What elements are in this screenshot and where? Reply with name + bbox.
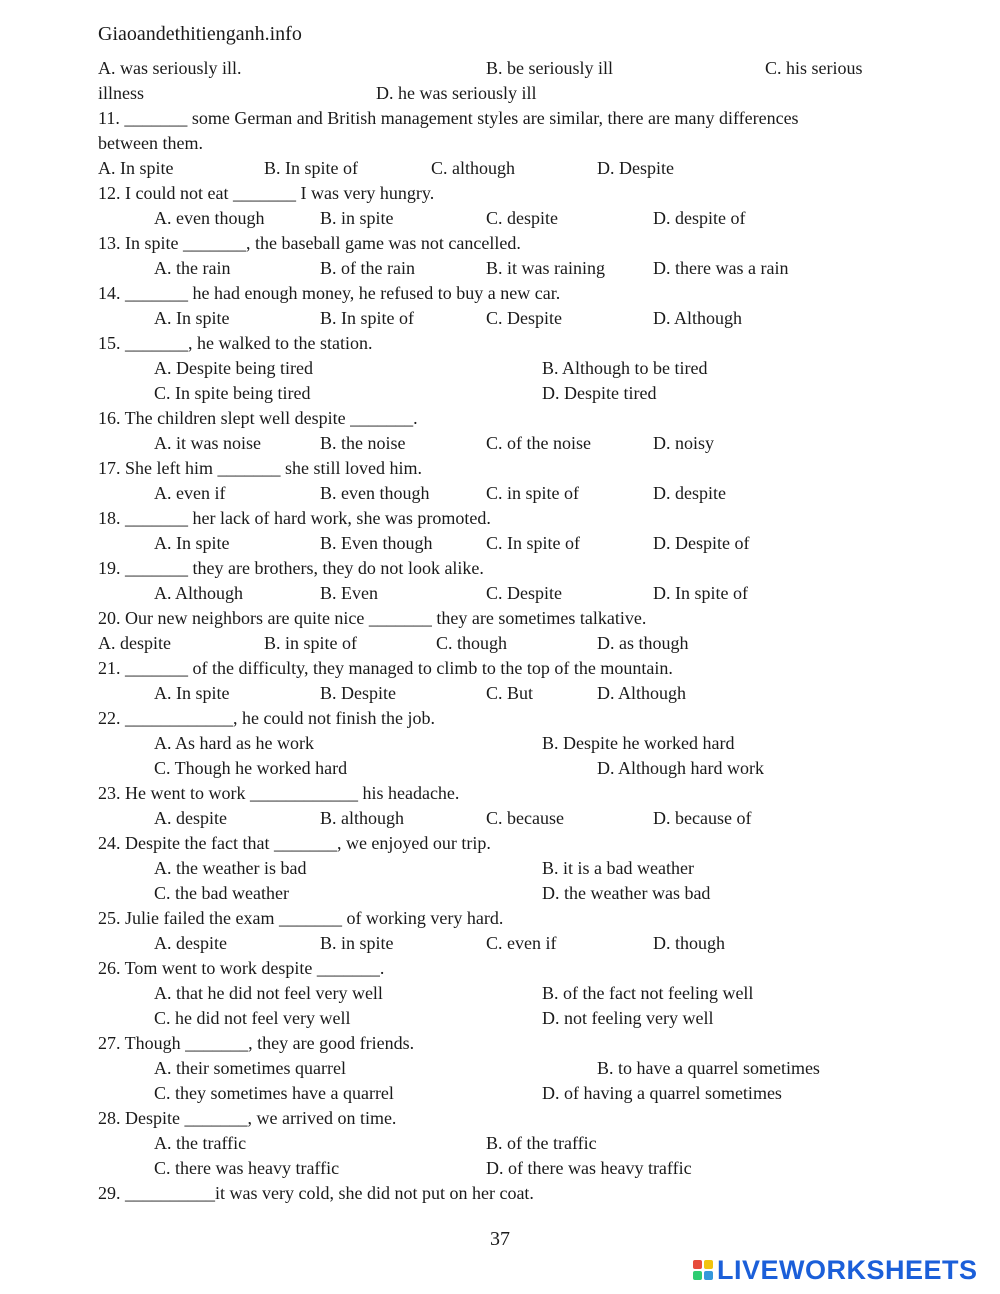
option: C. they sometimes have a quarrel (154, 1083, 394, 1103)
block-red (693, 1260, 702, 1269)
option: A. In spite (98, 158, 174, 178)
option: C. In spite being tired (154, 383, 311, 403)
question-text: 26. Tom went to work despite _______. (98, 958, 385, 978)
question-text: 15. _______, he walked to the station. (98, 333, 373, 353)
page-number: 37 (490, 1228, 510, 1250)
option: C. his serious (765, 58, 863, 78)
option: A. the rain (154, 258, 231, 278)
option: C. although (431, 158, 515, 178)
option: C. Despite (486, 583, 562, 603)
option: B. In spite of (320, 308, 414, 328)
option: A. the weather is bad (154, 858, 307, 878)
option: B. Even (320, 583, 378, 603)
question-text: 18. _______ her lack of hard work, she was promoted. (98, 508, 491, 528)
option: A. In spite (154, 683, 230, 703)
question-text: 21. _______ of the difficulty, they managed to climb to the top of the mountain. (98, 658, 673, 678)
option: A. their sometimes quarrel (154, 1058, 346, 1078)
option: D. as though (597, 633, 689, 653)
option: D. noisy (653, 433, 715, 453)
option: D. despite (653, 483, 726, 503)
option: C. though (436, 633, 508, 653)
option: A. Despite being tired (154, 358, 313, 378)
option: D. of having a quarrel sometimes (542, 1083, 782, 1103)
option: C. Though he worked hard (154, 758, 348, 778)
option: B. in spite (320, 933, 394, 953)
question-text: 25. Julie failed the exam _______ of working very hard. (98, 908, 504, 928)
option: B. it was raining (486, 258, 605, 278)
question-text: 12. I could not eat _______ I was very hungry. (98, 183, 435, 203)
option: A. even if (154, 483, 226, 503)
question-text: 11. _______ some German and British management styles are similar, there are many differences (98, 108, 799, 128)
option: C. even if (486, 933, 557, 953)
block-blue (704, 1271, 713, 1280)
question-text: between them. (98, 133, 203, 153)
question-text: 22. ____________, he could not finish the job. (98, 708, 435, 728)
question-text: 14. _______ he had enough money, he refused to buy a new car. (98, 283, 561, 303)
question-text: 23. He went to work ____________ his headache. (98, 783, 460, 803)
option: B. of the fact not feeling well (542, 983, 754, 1003)
option: A. that he did not feel very well (154, 983, 383, 1003)
option: C. despite (486, 208, 558, 228)
option: B. to have a quarrel sometimes (597, 1058, 820, 1078)
option: A. despite (154, 933, 227, 953)
option: B. Even though (320, 533, 433, 553)
option: A. As hard as he work (154, 733, 314, 753)
option: B. be seriously ill (486, 58, 613, 78)
liveworksheets-logo[interactable] (693, 1256, 978, 1284)
block-yellow (704, 1260, 713, 1269)
option: D. not feeling very well (542, 1008, 714, 1028)
option: D. because of (653, 808, 752, 828)
option: D. In spite of (653, 583, 748, 603)
question-text: 13. In spite _______, the baseball game was not cancelled. (98, 233, 521, 253)
option: B. although (320, 808, 404, 828)
option: B. In spite of (264, 158, 358, 178)
option: C. Despite (486, 308, 562, 328)
question-text: 27. Though _______, they are good friends. (98, 1033, 415, 1053)
site-header: Giaoandethitienganh.info (98, 23, 302, 45)
option: A. was seriously ill. (98, 58, 242, 78)
option: D. Although (653, 308, 743, 328)
option: B. it is a bad weather (542, 858, 694, 878)
option: A. it was noise (154, 433, 261, 453)
option: C. because (486, 808, 564, 828)
option: D. he was seriously ill (376, 83, 537, 103)
option: C. he did not feel very well (154, 1008, 351, 1028)
option: A. even though (154, 208, 265, 228)
question-text: 19. _______ they are brothers, they do not look alike. (98, 558, 484, 578)
option: D. there was a rain (653, 258, 789, 278)
option: C. in spite of (486, 483, 579, 503)
option: A. In spite (154, 533, 230, 553)
option: B. in spite (320, 208, 394, 228)
option: B. Despite he worked hard (542, 733, 735, 753)
option: A. despite (154, 808, 227, 828)
question-text: 29. __________it was very cold, she did not put on her coat. (98, 1183, 534, 1203)
question-text: 16. The children slept well despite _______. (98, 408, 418, 428)
option: A. despite (98, 633, 171, 653)
option: D. Although hard work (597, 758, 764, 778)
option: B. of the traffic (486, 1133, 597, 1153)
option: B. Despite (320, 683, 396, 703)
option: C. of the noise (486, 433, 591, 453)
option: A. In spite (154, 308, 230, 328)
option: C. there was heavy traffic (154, 1158, 340, 1178)
question-text: 20. Our new neighbors are quite nice _______ they are sometimes talkative. (98, 608, 647, 628)
option: B. in spite of (264, 633, 357, 653)
option: B. even though (320, 483, 430, 503)
option: C. But (486, 683, 534, 703)
option: A. Although (154, 583, 244, 603)
question-text: 17. She left him _______ she still loved him. (98, 458, 422, 478)
option: D. Although (597, 683, 687, 703)
option: D. Despite of (653, 533, 750, 553)
option: A. the traffic (154, 1133, 247, 1153)
option: D. Despite (597, 158, 674, 178)
option: D. despite of (653, 208, 746, 228)
option: C. In spite of (486, 533, 580, 553)
option: B. the noise (320, 433, 406, 453)
option: C. the bad weather (154, 883, 289, 903)
option: B. of the rain (320, 258, 415, 278)
brand-name: LIVEWORKSHEETS (717, 1254, 978, 1285)
option: B. Although to be tired (542, 358, 708, 378)
option: D. of there was heavy traffic (486, 1158, 692, 1178)
option: D. the weather was bad (542, 883, 711, 903)
option: D. Despite tired (542, 383, 657, 403)
option: D. though (653, 933, 725, 953)
block-green (693, 1271, 702, 1280)
blocks-icon (693, 1260, 713, 1280)
question-text: 24. Despite the fact that _______, we enjoyed our trip. (98, 833, 491, 853)
question-text: 28. Despite _______, we arrived on time. (98, 1108, 397, 1128)
option: illness (98, 83, 145, 103)
